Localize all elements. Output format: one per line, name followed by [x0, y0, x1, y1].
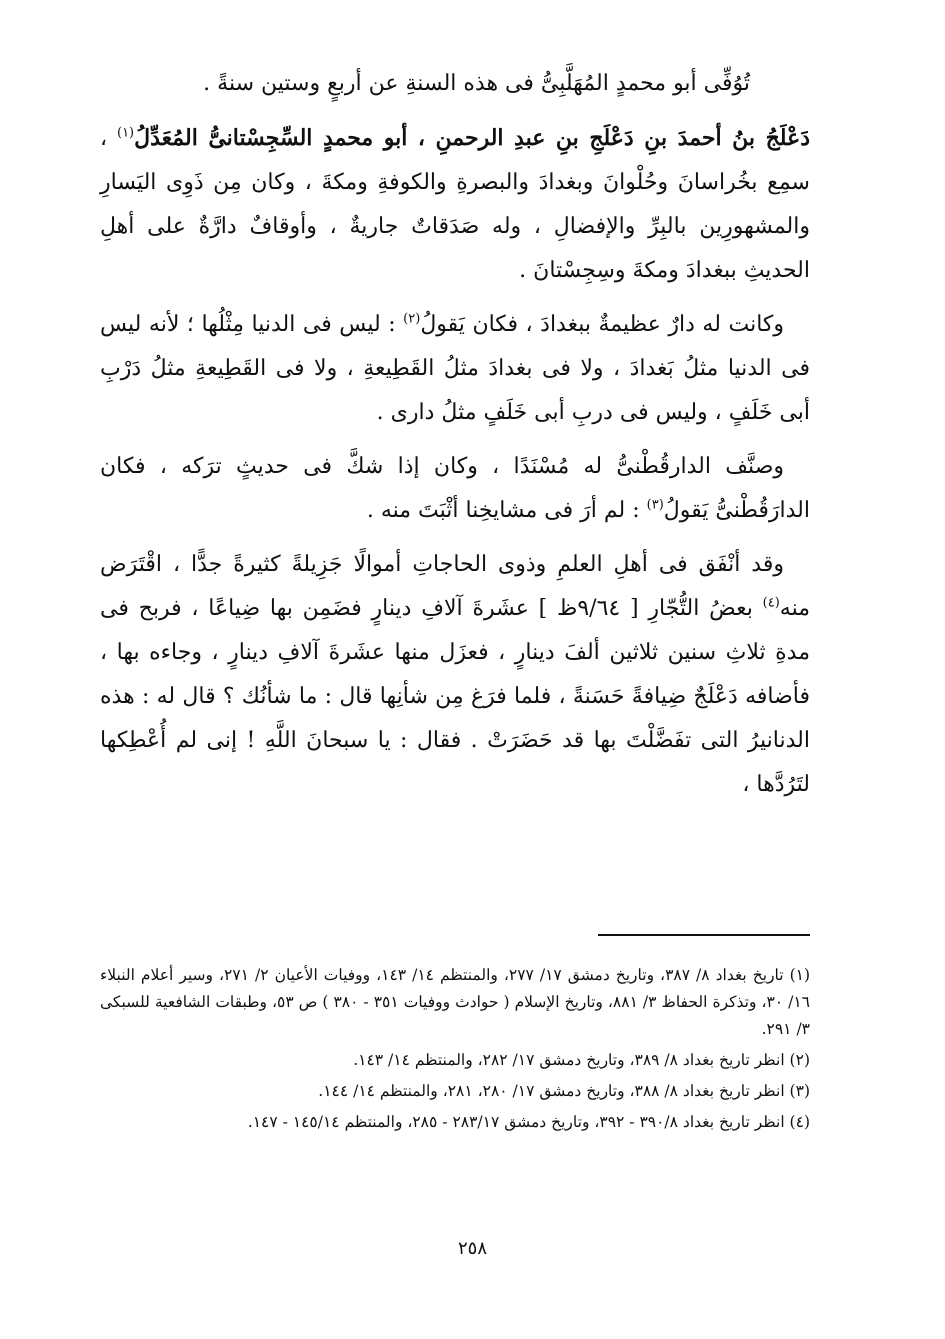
paragraph-text: ، سمِع بخُراسانَ وحُلْوانَ وبغدادَ والبصرةِ والكوفةِ ومكةَ ، وكان مِن ذَوِى اليَسارِ والمشهورِين بالبِرِّ والإفضالِ ، وله صَدَقاتٌ جاريةٌ ، وأوقافٌ دارَّةٌ على أهلِ الحديثِ ببغدادَ ومكةَ وسِجِسْتانَ .: [100, 126, 810, 283]
paragraph-generosity: [100, 543, 810, 807]
page-number: ٢٥٨: [457, 1238, 487, 1259]
paragraph-text: بعضُ التُّجّارِ [ ٩/٦٤ظ ] عشَرةَ آلافِ دينارٍ فضَمِن بها ضِياعًا ، فربح فى مدةِ ثلاثِ سنين ثلاثين ألفَ دينارٍ ، فعزَل منها عشَرةَ آلافِ دينارٍ ، وجاءه بها ، فأضافه دَعْلَجٌ ضِيافةً حَسَنةً ، فلما فرَغ مِن شأنِها قال : ما شأنُك ؟ قال له : هذه الدنانيرُ التى تفَضَّلْتَ بها قد حَضَرَتْ . فقال : يا سبحانَ اللَّهِ ! إنى لم أُعْطِكها لتَرُدَّها ،: [100, 596, 810, 797]
paragraph-text: وقد أنْفَق فى أهلِ العلمِ وذوى الحاجاتِ أموالًا جَزِيلةً كثيرةً جدًّا ، اقْتَرَض منه: [100, 552, 810, 621]
paragraph-musnad: [100, 445, 810, 533]
paragraph-text: : ليس فى الدنيا مِثْلُها ؛ لأنه ليس فى الدنيا مثلُ بَغدادَ ، ولا فى بغدادَ مثلُ القَطِيعةِ ، ولا فى القَطِيعةِ مثلُ دَرْبِ أبى خَلَفٍ ، وليس فى دربِ أبى خَلَفٍ مثلُ دارى .: [100, 312, 810, 425]
paragraph-death-note: [100, 62, 810, 106]
footnote-1: (١) تاريخ بغداد ٨/ ٣٨٧، وتاريخ دمشق ١٧/ ٢٧٧، والمنتظم ١٤/ ١٤٣، ووفيات الأعيان ٢/ ٢٧١، وسير أعلام النبلاء ١٦/ ٣٠، وتذكرة الحفاظ ٣/ ٨٨١، وتاريخ الإسلام ( حوادث ووفيات ٣٥١ - ٣٨٠ ) ص ٥٣، وطبقات الشافعية للسبكى ٣/ ٢٩١.: [100, 966, 811, 1038]
paragraph-text: تُوُفِّى أبو محمدٍ المُهَلَّبِىُّ فى هذه السنةِ عن أربعٍ وستين سنةً .: [203, 71, 750, 96]
footnote-4: (٤) انظر تاريخ بغداد ٣٩٠/٨ - ٣٩٢، وتاريخ دمشق ٢٨٣/١٧ - ٢٨٥، والمنتظم ١٤٥/١٤ - ١٤٧.: [247, 1113, 810, 1131]
footnote-separator: [598, 934, 810, 936]
footnote-ref-3: (٣): [646, 497, 664, 513]
paragraph-house: [100, 303, 810, 435]
paragraph-text: : لم أرَ فى مشايخِنا أثْبَتَ منه .: [366, 498, 640, 523]
footnote-ref-1: (١): [116, 125, 135, 141]
footnote-3: (٣) انظر تاريخ بغداد ٨/ ٣٨٨، وتاريخ دمشق ١٧/ ٢٨٠، ٢٨١، والمنتظم ١٤/ ١٤٤.: [318, 1082, 810, 1100]
paragraph-text: وصنَّف الدارقُطْنىُّ له مُسْنَدًا ، وكان إذا شكَّ فى حديثٍ ترَكه ، فكان الدارَقُطْنىُّ يَقولُ: [100, 454, 810, 523]
paragraph-biography-heading: [100, 116, 810, 293]
biography-name: دَعْلَجُ بنُ أحمدَ بنِ دَعْلَجِ بنِ عبدِ الرحمنِ ، أبو محمدٍ السِّجِسْتانىُّ المُعَدِّلُ: [134, 125, 810, 151]
footnotes: [100, 962, 810, 1140]
paragraph-text: وكانت له دارٌ عظيمةٌ ببغدادَ ، فكان يَقولُ: [420, 312, 784, 337]
main-text: [100, 62, 810, 817]
footnote-2: (٢) انظر تاريخ بغداد ٨/ ٣٨٩، وتاريخ دمشق ١٧/ ٢٨٢، والمنتظم ١٤/ ١٤٣.: [353, 1051, 810, 1069]
footnote-ref-4: (٤): [762, 595, 780, 611]
footnote-ref-2: (٢): [403, 311, 421, 327]
